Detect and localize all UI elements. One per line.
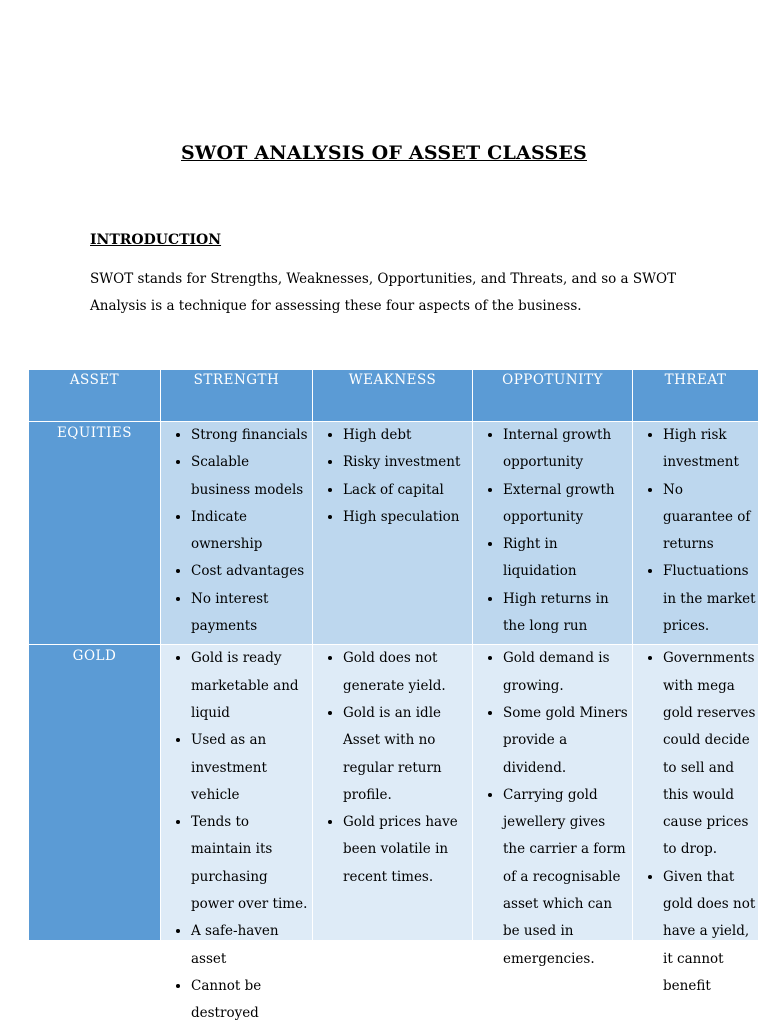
list-item: • Carrying gold jewellery gives the carrier a form of a recognisable asset which can be used in emergencies.: [503, 782, 630, 973]
list-item: • High returns in the long run: [503, 586, 630, 641]
threat-cell: [633, 645, 759, 994]
weakness-cell: [313, 422, 473, 645]
list-item: • A safe-haven asset: [191, 918, 310, 973]
page-title: SWOT ANALYSIS OF ASSET CLASSES: [181, 142, 587, 164]
header-opportunity: OPPOTUNITY: [473, 370, 633, 422]
header-threat: THREAT: [633, 370, 759, 422]
header-strength: STRENGTH: [161, 370, 313, 422]
table-row: [29, 645, 759, 941]
threat-list: [637, 645, 756, 1000]
list-item: • Gold does not generate yield.: [343, 645, 470, 700]
table-row: [29, 422, 759, 645]
asset-cell: EQUITIES: [29, 422, 161, 645]
list-item: • Risky investment: [343, 449, 470, 476]
table-header-row: [29, 370, 759, 422]
intro-paragraph: SWOT stands for Strengths, Weaknesses, Opportunities, and Threats, and so a SWOT Analysis is a technique for assessing these four aspects of the business.: [90, 271, 677, 314]
strength-list: [165, 645, 310, 1027]
opportunity-list: [477, 422, 630, 640]
list-item: • High risk investment: [663, 422, 756, 477]
weakness-list: [317, 422, 470, 531]
swot-table: [28, 369, 759, 1022]
header-weakness: WEAKNESS: [313, 370, 473, 422]
opportunity-list: [477, 645, 630, 973]
weakness-list: [317, 645, 470, 891]
list-item: • Fluctuations in the market prices.: [663, 558, 756, 640]
list-item: • Scalable business models: [191, 449, 310, 504]
list-item: • Used as an investment vehicle: [191, 727, 310, 809]
strength-cell: [161, 422, 313, 645]
list-item: • Cost advantages: [191, 558, 310, 585]
list-item: • Strong financials: [191, 422, 310, 449]
threat-cell: [633, 422, 759, 645]
list-item: • Internal growth opportunity: [503, 422, 630, 477]
list-item: • Gold is ready marketable and liquid: [191, 645, 310, 727]
list-item: • Given that gold does not have a yield, it cannot benefit: [663, 864, 756, 1000]
list-item: • Gold prices have been volatile in recent times.: [343, 809, 470, 891]
list-item: • Lack of capital: [343, 477, 470, 504]
list-item: • Tends to maintain its purchasing power over time.: [191, 809, 310, 918]
list-item: • External growth opportunity: [503, 477, 630, 532]
header-asset: ASSET: [29, 370, 161, 422]
threat-list: [637, 422, 756, 640]
list-item: • Cannot be destroyed: [191, 973, 310, 1028]
list-item: • Right in liquidation: [503, 531, 630, 586]
weakness-cell: [313, 645, 473, 941]
strength-cell: [161, 645, 313, 1022]
list-item: • No interest payments: [191, 586, 310, 641]
list-item: • High speculation: [343, 504, 470, 531]
list-item: • Indicate ownership: [191, 504, 310, 559]
list-item: • No guarantee of returns: [663, 477, 756, 559]
intro-heading: INTRODUCTION: [90, 232, 222, 248]
list-item: • Gold is an idle Asset with no regular return profile.: [343, 700, 470, 809]
strength-list: [165, 422, 310, 640]
opportunity-cell: [473, 422, 633, 645]
list-item: • High debt: [343, 422, 470, 449]
list-item: • Gold demand is growing.: [503, 645, 630, 700]
list-item: • Some gold Miners provide a dividend.: [503, 700, 630, 782]
asset-cell: GOLD: [29, 645, 161, 941]
list-item: • Governments with mega gold reserves could decide to sell and this would cause prices to drop.: [663, 645, 756, 863]
opportunity-cell: [473, 645, 633, 967]
